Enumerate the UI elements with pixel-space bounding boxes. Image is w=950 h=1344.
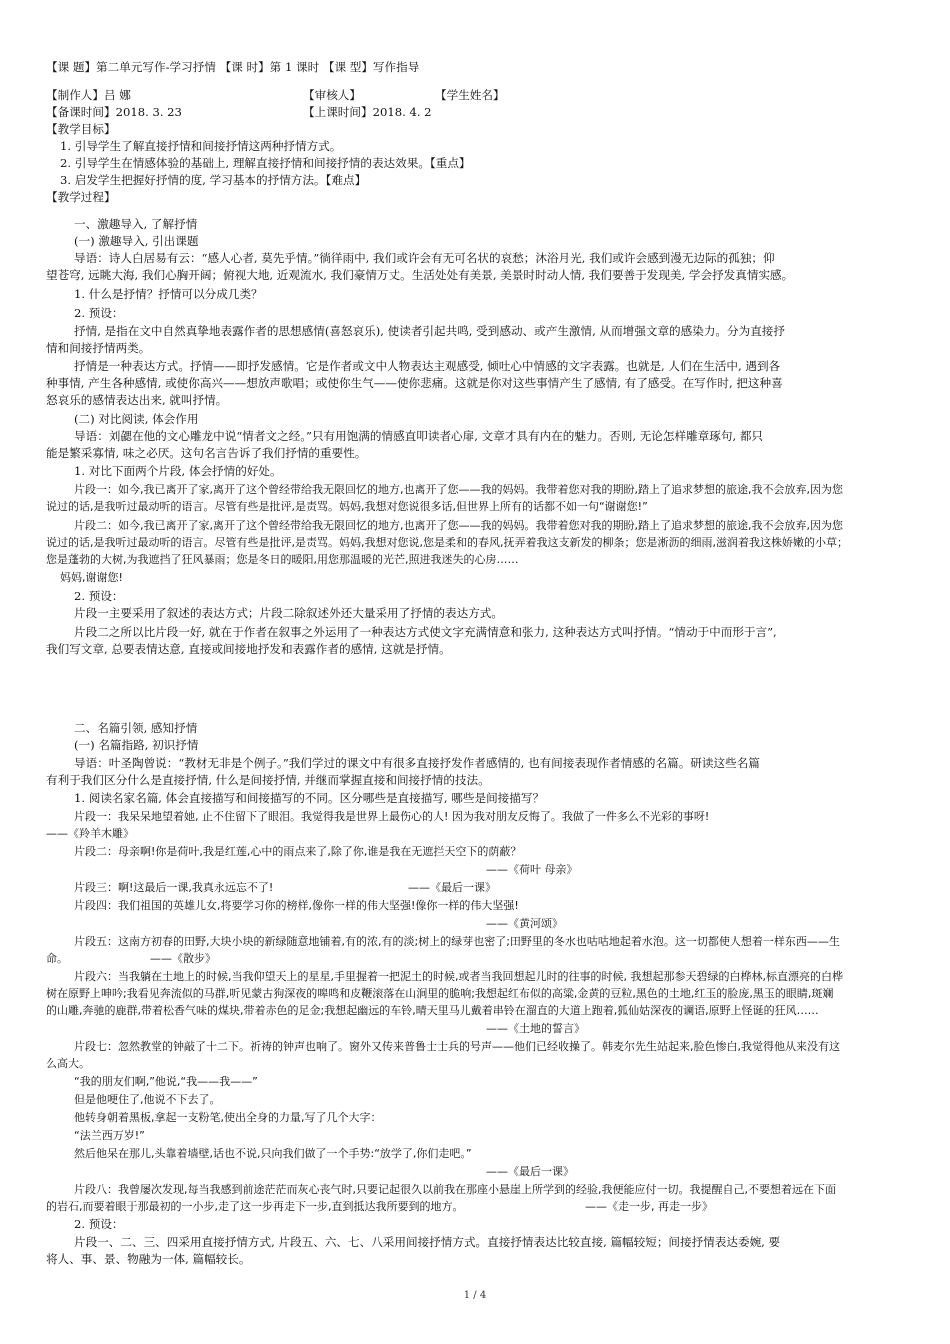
fragment-line: 片段八：我曾屡次发现,每当我感到前途茫茫而灰心丧气时,只要记起很久以前我在那座小悬崖上所学到的经验,我便能应付一切。我提醒自己,不要想着远在下面 bbox=[74, 1183, 836, 1196]
fragment-source: ——《黄河颂》 bbox=[486, 917, 563, 930]
task-line: 1. 阅读名家名篇, 体会直接描写和间接描写的不同。区分哪些是直接描写, 哪些是间接描写？ bbox=[74, 791, 545, 805]
fragment-source: ——《走一步, 再走一步》 bbox=[585, 1200, 713, 1213]
fragment-line: 他转身朝着黑板,拿起一支粉笔,使出全身的力量,写了几个大字： bbox=[74, 1111, 382, 1124]
goal-item: 1. 引导学生了解直接抒情和间接抒情这两种抒情方式。 bbox=[60, 139, 342, 153]
preset-label: 2. 预设： bbox=[74, 306, 124, 320]
fragment-line: 说过的话,是我听过最动听的语言。尽管有些是批评,是责骂。妈妈,我想对您说,您是柔和的春风,抚弄着我这支新发的柳条；您是淅沥的细雨,滋润着我这株娇嫩的小草； bbox=[46, 536, 848, 549]
fragment-line: “我的朋友们啊,”他说,“我——我——” bbox=[74, 1075, 258, 1088]
fragment-line: “法兰西万岁!” bbox=[74, 1129, 145, 1142]
fragment-source: ——《散步》 bbox=[150, 952, 216, 965]
process-heading: 【教学过程】 bbox=[46, 190, 116, 204]
fragment-line: 说过的话,是我听过最动听的语言。尽管有些是批评,是责骂。妈妈,我想对您说很多话,但世界上所有的话都不如一句“谢谢您!” bbox=[46, 500, 648, 513]
section-title: 一、激趣导入, 了解抒情 bbox=[74, 217, 198, 231]
fragment-line: 片段四：我们祖国的英雄儿女,将要学习你的榜样,像你一样的伟大坚强!像你一样的伟大坚强! bbox=[74, 899, 519, 912]
paragraph-line: 抒情, 是指在文中自然真挚地表露作者的思想感情(喜怒哀乐), 使读者引起共鸣, 受到感动、或产生激情, 从而增强文章的感染力。分为直接抒 bbox=[74, 324, 785, 338]
fragment-line: 树在原野上呻吟;我看见奔流似的马群,听见蒙古狗深夜的嗥鸣和皮鞭滚落在山涧里的脆响;我想起红布似的高粱,金黄的豆粒,黑色的土地,红玉的脸庞,黑玉的眼睛,斑斓 bbox=[46, 987, 834, 1000]
goal-item: 2. 引导学生在情感体验的基础上, 理解直接抒情和间接抒情的表达效果。【重点】 bbox=[60, 156, 471, 170]
paragraph-line: 片段二之所以比片段一好, 就在于作者在叙事之外运用了一种表达方式使文字充满情意和张力, 这种表达方式叫抒情。“情动于中而形于言”, bbox=[74, 625, 777, 639]
section-title: 二、名篇引领, 感知抒情 bbox=[74, 721, 198, 735]
fragment-source: ——《最后一课》 bbox=[486, 1165, 574, 1178]
subsection-title: (二) 对比阅读, 体会作用 bbox=[74, 412, 199, 426]
question: 1. 什么是抒情？抒情可以分成几类？ bbox=[74, 287, 263, 301]
fragment-line: 您是蓬勃的大树,为我遮挡了狂风暴雨；您是冬日的暖阳,用您那温暖的光芒,照进我迷失的心房…… bbox=[46, 553, 519, 566]
paragraph-line: 有利于我们区分什么是直接抒情, 什么是间接抒情, 并继而掌握直接和间接抒情的技法。 bbox=[46, 773, 490, 787]
paragraph-line: 情和间接抒情两类。 bbox=[46, 341, 151, 355]
author-field: 【制作人】吕 娜 bbox=[46, 88, 131, 102]
paragraph-line: 种事情, 产生各种感情, 或使你高兴——想放声歌唱；或使你生气——使你悲痛。这就是你对这些事情产生了感情, 有了感受。在写作时, 把这种喜 bbox=[46, 376, 783, 390]
paragraph-line: 怒哀乐的感情表达出来, 就叫抒情。 bbox=[46, 393, 228, 407]
fragment-line: 但是他哽住了,他说不下去了。 bbox=[74, 1093, 221, 1106]
fragment-source: ——《羚羊木雕》 bbox=[46, 827, 134, 840]
task-line: 1. 对比下面两个片段, 体会抒情的好处。 bbox=[74, 464, 282, 478]
paragraph-line: 导语：叶圣陶曾说：“教材无非是个例子。”我们学过的课文中有很多直接抒发作者感情的, 也有间接表现作者情感的名篇。研读这些名篇 bbox=[74, 756, 760, 770]
paragraph-line: 将人、事、景、物融为一体, 篇幅较长。 bbox=[46, 1252, 251, 1266]
paragraph-line: 能是繁采寡情, 味之必厌。这句名言告诉了我们抒情的重要性。 bbox=[46, 446, 367, 460]
fragment-line: 的山雕,奔驰的鹿群,带着松香气味的煤块,带着赤色的足金;我想起幽远的车铃,晴天里马儿戴着串铃在溜直的大道上跑着,狐仙姑深夜的谰语,原野上怪诞的狂风…… bbox=[46, 1004, 819, 1017]
reviewer-field: 【审核人】 bbox=[303, 88, 361, 102]
preset-label: 2. 预设： bbox=[74, 1217, 124, 1231]
fragment-line: 片段一：我呆呆地望着她, 止不住留下了眼泪。我觉得我是世界上最伤心的人! 因为我对朋友反悔了。我做了一件多么不光彩的事呀! bbox=[74, 810, 710, 823]
fragment-source: ——《最后一课》 bbox=[408, 881, 496, 894]
fragment-line: 么高大。 bbox=[46, 1057, 90, 1070]
paragraph-line: 片段一主要采用了叙述的表达方式；片段二除叙述外还大量采用了抒情的表达方式。 bbox=[74, 606, 503, 620]
fragment-line: 片段六：当我躺在土地上的时候,当我仰望天上的星星,手里握着一把泥土的时候,或者当我回想起儿时的往事的时候, 我想起那参天碧绿的白桦林,标直漂亮的白桦 bbox=[74, 970, 843, 983]
paragraph-line: 导语：刘勰在他的文心雕龙中说“情者文之经。”只有用饱满的情感直叩读者心扉, 文章才具有内在的魅力。否则, 无论怎样雕章琢句, 都只 bbox=[74, 429, 764, 443]
fragment-line: 片段五：这南方初春的田野,大块小块的新绿随意地铺着,有的浓,有的淡;树上的绿芽也密了;田野里的冬水也咕咕地起着水泡。这一切都使人想着一样东西——生 bbox=[74, 935, 840, 948]
fragment-line: 然后他呆在那儿,头靠着墙壁,话也不说,只向我们做了一个手势:“放学了,你们走吧。” bbox=[74, 1147, 472, 1160]
subsection-title: (一) 名篇指路, 初识抒情 bbox=[74, 738, 199, 752]
paragraph-line: 片段一、二、三、四采用直接抒情方式, 片段五、六、七、八采用间接抒情方式。直接抒情表达比较直接, 篇幅较短；间接抒情表达委婉, 要 bbox=[74, 1235, 781, 1249]
fragment-line: 片段三：啊!这最后一课,我真永远忘不了! bbox=[74, 881, 274, 894]
fragment-source: ——《土地的誓言》 bbox=[486, 1022, 585, 1035]
goals-heading: 【教学目标】 bbox=[46, 122, 116, 136]
preset-label: 2. 预设： bbox=[74, 589, 124, 603]
fragment-line: 命。 bbox=[46, 952, 68, 965]
student-name-field: 【学生姓名】 bbox=[435, 88, 505, 102]
fragment-line: 片段七：忽然教堂的钟敲了十二下。祈祷的钟声也响了。窗外又传来普鲁士士兵的号声——他们已经收操了。韩麦尔先生站起来,脸色惨白,我觉得他从来没有这 bbox=[74, 1040, 840, 1053]
class-time-field: 【上课时间】2018. 4. 2 bbox=[303, 105, 432, 119]
fragment-line: 片段二：如今,我已离开了家,离开了这个曾经带给我无限回忆的地方,也离开了您——我的妈妈。我带着您对我的期盼,踏上了追求梦想的旅途,我不会放弃,因为您 bbox=[74, 519, 843, 532]
prep-time-field: 【备课时间】2018. 3. 23 bbox=[46, 105, 182, 119]
fragment-line: 的岩石,而要着眼于那最初的一小步,走了这一步再走下一步,直到抵达我所要到的地方。 bbox=[46, 1200, 464, 1213]
paragraph-line: 抒情是一种表达方式。抒情——即抒发感情。它是作者或文中人物表达主观感受, 倾吐心中情感的文字表露。也就是, 人们在生活中, 遇到各 bbox=[74, 359, 781, 373]
page-number: 1 / 4 bbox=[463, 1290, 487, 1301]
paragraph-line: 望苍穹, 远眺大海, 我们心胸开阔；俯视大地, 近观流水, 我们豪情万丈。生活处处有美景, 美景时时动人情, 我们要善于发现美, 学会抒发真情实感。 bbox=[46, 268, 794, 282]
fragment-line: 妈妈,谢谢您! bbox=[60, 571, 123, 584]
fragment-line: 片段一：如今,我已离开了家,离开了这个曾经带给我无限回忆的地方,也离开了您——我的妈妈。我带着您对我的期盼,踏上了追求梦想的旅途,我不会放弃,因为您 bbox=[74, 483, 843, 496]
subsection-title: (一) 激趣导入, 引出课题 bbox=[74, 234, 199, 248]
fragment-source: ——《荷叶 母亲》 bbox=[486, 863, 578, 876]
course-info: 【课 题】第二单元写作-学习抒情 【课 时】第 1 课时 【课 型】写作指导 bbox=[46, 60, 420, 74]
paragraph-line: 导语：诗人白居易有云：“感人心者, 莫先乎情。”徜徉雨中, 我们或许会有无可名状的哀愁；沐浴月光, 我们或许会感到漫无边际的孤独；仰 bbox=[74, 251, 775, 265]
paragraph-line: 我们写文章, 总要表情达意, 直接或间接地抒发和表露作者的感情, 这就是抒情。 bbox=[46, 642, 451, 656]
fragment-line: 片段二：母亲啊!你是荷叶,我是红莲,心中的雨点来了,除了你,谁是我在无遮拦天空下的荫蔽？ bbox=[74, 845, 522, 858]
goal-item: 3. 启发学生把握好抒情的度, 学习基本的抒情方法。【难点】 bbox=[60, 173, 367, 187]
